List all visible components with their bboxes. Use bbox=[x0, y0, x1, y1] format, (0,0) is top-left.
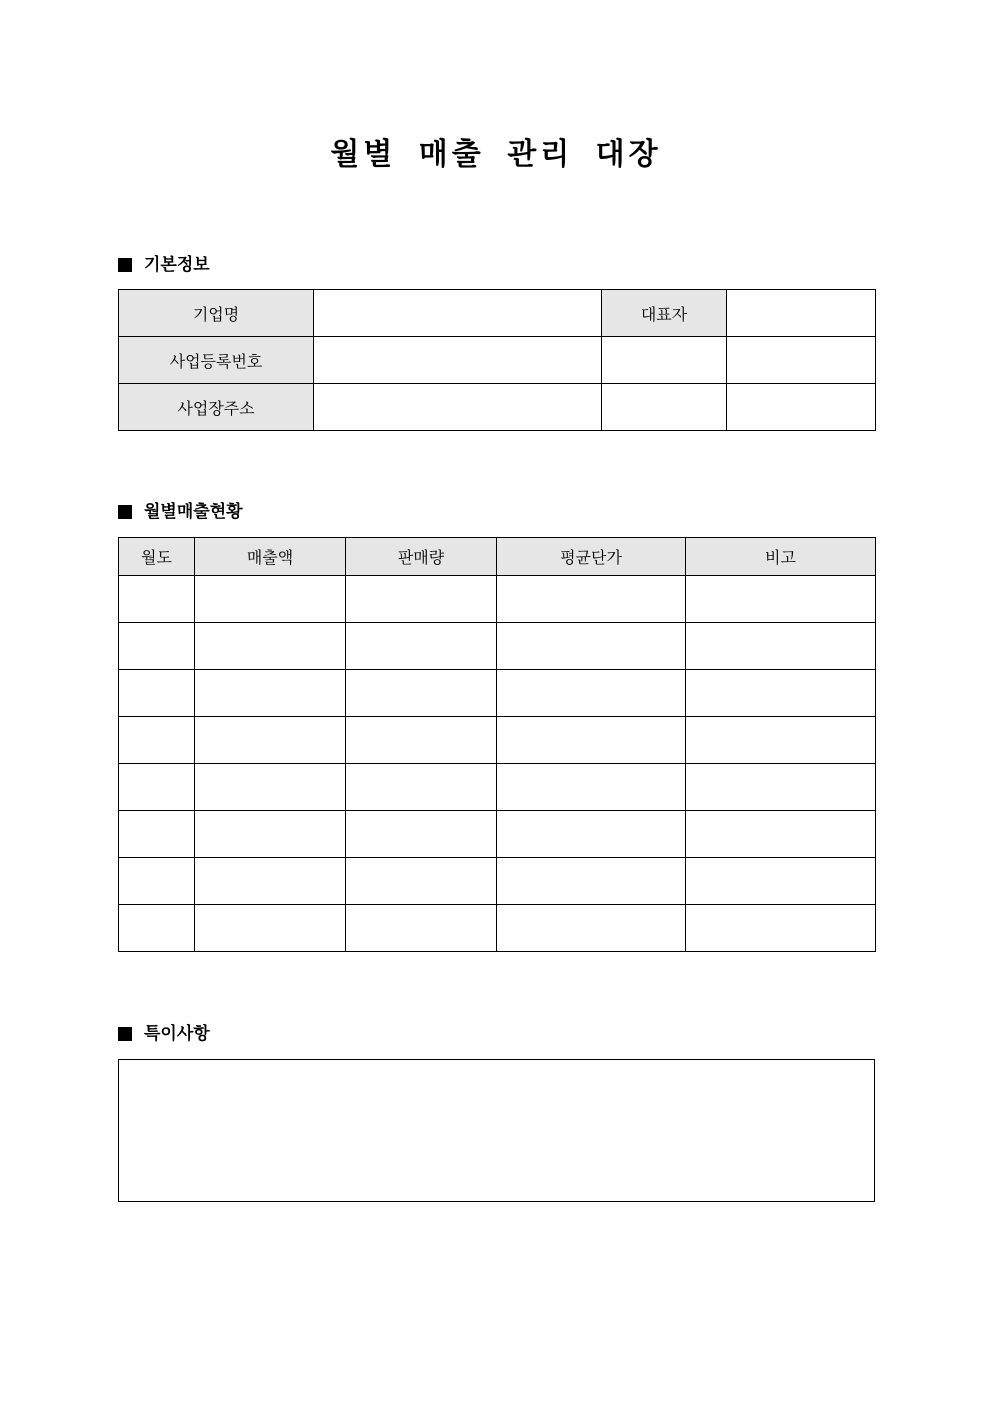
month-cell[interactable] bbox=[119, 905, 195, 952]
quantity-cell[interactable] bbox=[346, 811, 497, 858]
sales-amount-cell[interactable] bbox=[195, 717, 346, 764]
empty-cell[interactable] bbox=[727, 337, 876, 384]
remarks-cell[interactable] bbox=[686, 811, 876, 858]
quantity-cell[interactable] bbox=[346, 858, 497, 905]
square-bullet-icon bbox=[118, 258, 132, 272]
average-price-cell[interactable] bbox=[497, 623, 686, 670]
sales-amount-cell[interactable] bbox=[195, 905, 346, 952]
table-row bbox=[119, 717, 876, 764]
remarks-cell[interactable] bbox=[686, 764, 876, 811]
average-price-cell[interactable] bbox=[497, 576, 686, 623]
quantity-cell[interactable] bbox=[346, 670, 497, 717]
column-header-month: 월도 bbox=[119, 538, 195, 576]
notes-box[interactable] bbox=[118, 1059, 875, 1202]
column-header-average-price: 평균단가 bbox=[497, 538, 686, 576]
table-row bbox=[119, 337, 876, 384]
table-header-row bbox=[119, 538, 876, 576]
section-heading-label: 특이사항 bbox=[144, 1024, 210, 1044]
month-cell[interactable] bbox=[119, 670, 195, 717]
sales-amount-cell[interactable] bbox=[195, 858, 346, 905]
registration-number-label: 사업등록번호 bbox=[119, 337, 314, 384]
company-name-field[interactable] bbox=[314, 290, 602, 337]
remarks-cell[interactable] bbox=[686, 623, 876, 670]
table-row bbox=[119, 858, 876, 905]
representative-label: 대표자 bbox=[602, 290, 727, 337]
average-price-cell[interactable] bbox=[497, 811, 686, 858]
table-row bbox=[119, 384, 876, 431]
remarks-cell[interactable] bbox=[686, 858, 876, 905]
month-cell[interactable] bbox=[119, 623, 195, 670]
monthly-sales-body bbox=[119, 576, 876, 952]
section-heading-label: 기본정보 bbox=[144, 255, 210, 275]
table-row bbox=[119, 623, 876, 670]
empty-cell[interactable] bbox=[727, 384, 876, 431]
section-heading-monthly-sales bbox=[118, 500, 243, 524]
quantity-cell[interactable] bbox=[346, 576, 497, 623]
month-cell[interactable] bbox=[119, 811, 195, 858]
table-row bbox=[119, 290, 876, 337]
empty-cell[interactable] bbox=[602, 384, 727, 431]
square-bullet-icon bbox=[118, 1027, 132, 1041]
monthly-sales-table bbox=[118, 537, 876, 952]
month-cell[interactable] bbox=[119, 764, 195, 811]
average-price-cell[interactable] bbox=[497, 858, 686, 905]
quantity-cell[interactable] bbox=[346, 764, 497, 811]
table-row bbox=[119, 576, 876, 623]
column-header-quantity: 판매량 bbox=[346, 538, 497, 576]
business-address-field[interactable] bbox=[314, 384, 602, 431]
section-heading-basic-info bbox=[118, 253, 210, 277]
sales-amount-cell[interactable] bbox=[195, 811, 346, 858]
table-row bbox=[119, 670, 876, 717]
representative-field[interactable] bbox=[727, 290, 876, 337]
average-price-cell[interactable] bbox=[497, 764, 686, 811]
column-header-sales-amount: 매출액 bbox=[195, 538, 346, 576]
remarks-cell[interactable] bbox=[686, 717, 876, 764]
quantity-cell[interactable] bbox=[346, 717, 497, 764]
basic-info-table bbox=[118, 289, 876, 431]
table-row bbox=[119, 905, 876, 952]
table-row bbox=[119, 811, 876, 858]
company-name-label: 기업명 bbox=[119, 290, 314, 337]
month-cell[interactable] bbox=[119, 858, 195, 905]
section-heading-notes bbox=[118, 1022, 210, 1046]
page-title: 월별 매출 관리 대장 bbox=[330, 137, 662, 172]
quantity-cell[interactable] bbox=[346, 905, 497, 952]
remarks-cell[interactable] bbox=[686, 905, 876, 952]
month-cell[interactable] bbox=[119, 717, 195, 764]
empty-cell[interactable] bbox=[602, 337, 727, 384]
sales-amount-cell[interactable] bbox=[195, 764, 346, 811]
sales-amount-cell[interactable] bbox=[195, 576, 346, 623]
average-price-cell[interactable] bbox=[497, 717, 686, 764]
average-price-cell[interactable] bbox=[497, 905, 686, 952]
column-header-remarks: 비고 bbox=[686, 538, 876, 576]
section-heading-label: 월별매출현황 bbox=[144, 502, 243, 522]
square-bullet-icon bbox=[118, 505, 132, 519]
business-address-label: 사업장주소 bbox=[119, 384, 314, 431]
table-row bbox=[119, 764, 876, 811]
quantity-cell[interactable] bbox=[346, 623, 497, 670]
month-cell[interactable] bbox=[119, 576, 195, 623]
sales-amount-cell[interactable] bbox=[195, 623, 346, 670]
registration-number-field[interactable] bbox=[314, 337, 602, 384]
remarks-cell[interactable] bbox=[686, 576, 876, 623]
sales-amount-cell[interactable] bbox=[195, 670, 346, 717]
average-price-cell[interactable] bbox=[497, 670, 686, 717]
remarks-cell[interactable] bbox=[686, 670, 876, 717]
